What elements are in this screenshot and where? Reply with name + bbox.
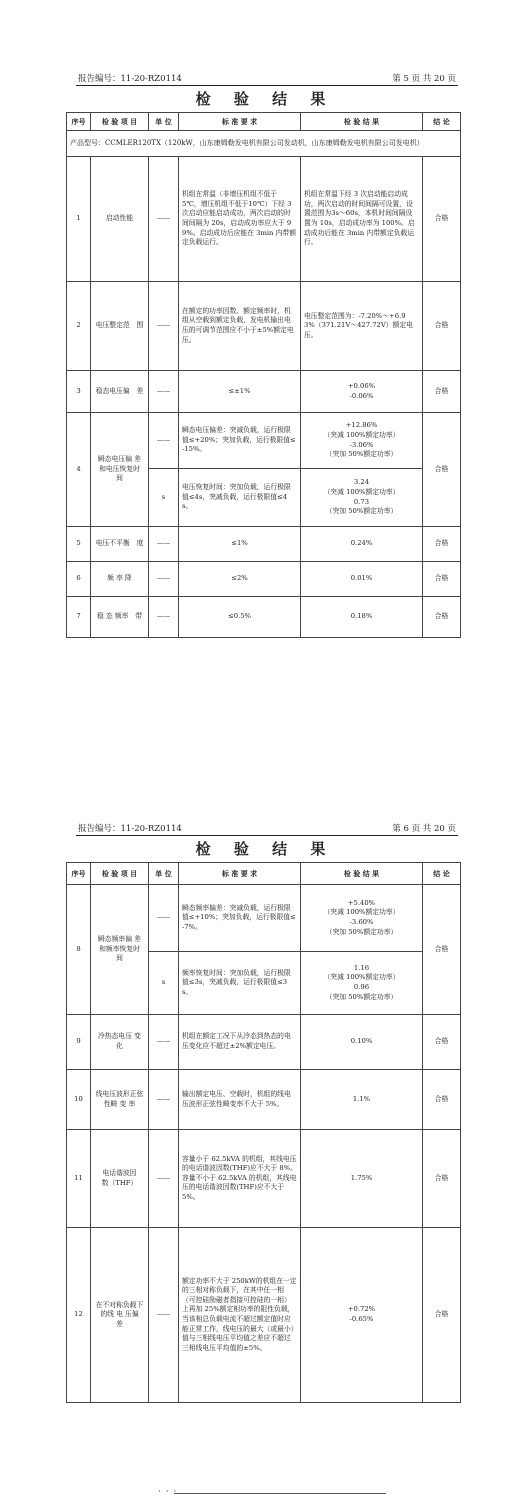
header-std: 标 准 要 求 [179, 113, 301, 131]
row-conclusion: 合格 [423, 413, 461, 527]
row-standard: 机组在常温（非增压机组不低于 5℃，增压机组不低于10℃）下经 3 次启动应能启动成功，两次启动的时间间隔为 20s，启动成功率应大于 99%。启动成功后应能在 3min 内带额定负载运行。 [179, 157, 301, 282]
row-standard: 容量小于 62.5kVA 的机组，其线电压的电话谐波因数(THF)应不大于 8%。 容量不小于 62.5kVA 的机组，其线电压的电话谐波因数(THF)应不大于 5%。 [179, 1130, 301, 1228]
row-standard: 瞬态频率偏差：突减负载，运行极限值≤+10%；突加负载，运行极限值≤-7%。 [179, 885, 301, 952]
row-no: 5 [67, 527, 91, 562]
row-unit: —— [149, 1228, 179, 1403]
row-unit: —— [149, 562, 179, 597]
row-unit: —— [149, 371, 179, 413]
row-conclusion: 合格 [423, 527, 461, 562]
page-number: 第 6 页 共 20 页 [392, 824, 456, 834]
table-row [67, 157, 461, 282]
row-no: 3 [67, 371, 91, 413]
row-result: 1.1% [301, 1070, 423, 1130]
product-model: 产品型号：CCMLER120TX（120kW，山东康姆勒发电机有限公司发动机，山东康姆勒发电机有限公司发电机） [67, 131, 461, 157]
row-unit: —— [149, 597, 179, 638]
row-result: +12.86% （突减 100%额定功率） -3.06% （突加 50%额定功率） [301, 413, 423, 469]
product-row [67, 131, 461, 157]
row-result: 0.18% [301, 597, 423, 638]
table-row [67, 282, 461, 371]
results-table [66, 862, 461, 1403]
row-no: 12 [67, 1228, 91, 1403]
row-conclusion: 合格 [423, 562, 461, 597]
footer-dots: · · · [158, 1487, 178, 1497]
row-no: 6 [67, 562, 91, 597]
row-no: 8 [67, 885, 91, 1015]
table-row [67, 1015, 461, 1070]
row-conclusion: 合格 [423, 157, 461, 282]
page-number: 第 5 页 共 20 页 [392, 74, 456, 84]
header-unit: 单 位 [149, 863, 179, 885]
header-item: 检 验 项 目 [91, 863, 149, 885]
row-standard: ≤0.5% [179, 597, 301, 638]
row-result: 0.10% [301, 1015, 423, 1070]
row-result: +0.72% -0.65% [301, 1228, 423, 1403]
row-no: 7 [67, 597, 91, 638]
row-no: 11 [67, 1130, 91, 1228]
row-item: 电压不平衡 度 [91, 527, 149, 562]
row-unit: —— [149, 1015, 179, 1070]
row-item: 线电压波形正弦性畸 变 率 [91, 1070, 149, 1130]
header-unit: 单 位 [149, 113, 179, 131]
row-unit: s [149, 952, 179, 1015]
header-conclusion: 结 论 [423, 113, 461, 131]
row-unit: —— [149, 157, 179, 282]
row-standard: 频率恢复时间：突加负载，运行极限值≤3s，突减负载，运行极限值≤3s。 [179, 952, 301, 1015]
row-item: 瞬态频率偏 差 和频率恢复时 间 [91, 885, 149, 1015]
row-unit: —— [149, 1070, 179, 1130]
row-standard: ≤±1% [179, 371, 301, 413]
row-item: 瞬态电压偏 差 和电压恢复时 间 [91, 413, 149, 527]
table-row [67, 1228, 461, 1403]
results-table [66, 112, 461, 638]
row-conclusion: 合格 [423, 1070, 461, 1130]
table-row [67, 1070, 461, 1130]
row-standard: 在额定的功率因数、额定频率时，机组从空载到额定负载，发电机输出电压的可调节范围应不小于±5%额定电压。 [179, 282, 301, 371]
page-title: 检 验 结 果 [195, 840, 335, 858]
row-no: 2 [67, 282, 91, 371]
row-item: 频 率 降 [91, 562, 149, 597]
row-item: 稳 态 频率 带 [91, 597, 149, 638]
row-conclusion: 合格 [423, 1015, 461, 1070]
table-row [67, 413, 461, 469]
table-header-row [67, 113, 461, 131]
table-row [67, 562, 461, 597]
row-result: 1.75% [301, 1130, 423, 1228]
report-number: 报告编号：11-20-RZ0114 [78, 74, 182, 84]
row-standard: 瞬态电压偏差：突减负载，运行极限值≤+20%；突加负载，运行极限值≤-15%。 [179, 413, 301, 469]
row-no: 10 [67, 1070, 91, 1130]
table-row [67, 527, 461, 562]
row-unit: —— [149, 413, 179, 469]
header-conclusion: 结 论 [423, 863, 461, 885]
row-standard: 机组在额定工况下从冷态到热态的电压变化应不超过±2%额定电压。 [179, 1015, 301, 1070]
footer-rule [174, 1493, 386, 1494]
table-row [67, 885, 461, 952]
header-std: 标 准 要 求 [179, 863, 301, 885]
row-item: 电压整定范 围 [91, 282, 149, 371]
row-item: 在不对称负载下的线 电 压偏 差 [91, 1228, 149, 1403]
row-result: 1.16 （突减 100%额定功率） 0.96 （突加 50%额定功率） [301, 952, 423, 1015]
row-no: 9 [67, 1015, 91, 1070]
row-result: 机组在常温下经 3 次启动能启动成功，两次启动的时间间隔可设置，设置范围为3s～60s，本机时间间隔设置为 10s，启动成功率为 100%。启动成功后能在 3min 内带额定负载运行。 [301, 157, 423, 282]
header-no: 序号 [67, 113, 91, 131]
row-item: 电话谐波因 数（THF） [91, 1130, 149, 1228]
row-result: 3.24 （突减 100%额定功率） 0.73 （突加 50%额定功率） [301, 469, 423, 527]
header-result: 检 验 结 果 [301, 863, 423, 885]
table-row [67, 371, 461, 413]
header-rule [76, 85, 458, 86]
row-conclusion: 合格 [423, 885, 461, 1015]
row-item: 稳态电压偏 差 [91, 371, 149, 413]
row-conclusion: 合格 [423, 1130, 461, 1228]
row-item: 冷热态电压 变 化 [91, 1015, 149, 1070]
table-header-row [67, 863, 461, 885]
header-result: 检 验 结 果 [301, 113, 423, 131]
row-conclusion: 合格 [423, 1228, 461, 1403]
row-result: 0.24% [301, 527, 423, 562]
row-standard: ≤1% [179, 527, 301, 562]
row-conclusion: 合格 [423, 282, 461, 371]
row-conclusion: 合格 [423, 597, 461, 638]
row-unit: —— [149, 885, 179, 952]
row-item: 启动性能 [91, 157, 149, 282]
row-result: 0.01% [301, 562, 423, 597]
row-unit: —— [149, 282, 179, 371]
row-result: 电压整定范围为：-7.20%～+6.93%（371.21V～427.72V）额定电压。 [301, 282, 423, 371]
row-no: 4 [67, 413, 91, 527]
row-no: 1 [67, 157, 91, 282]
header-no: 序号 [67, 863, 91, 885]
header-item: 检 验 项 目 [91, 113, 149, 131]
row-conclusion: 合格 [423, 371, 461, 413]
row-unit: —— [149, 527, 179, 562]
row-standard: ≤2% [179, 562, 301, 597]
row-standard: 输出额定电压、空载时，机组的线电压波形正弦性畸变率不大于 5%。 [179, 1070, 301, 1130]
row-result: +5.40% （突减 100%额定功率） -3.60% （突加 50%额定功率） [301, 885, 423, 952]
header-rule [76, 835, 458, 836]
table-row [67, 1130, 461, 1228]
row-standard: 电压恢复时间：突加负载，运行极限值≤4s，突减负载，运行极限值≤4s。 [179, 469, 301, 527]
row-unit: s [149, 469, 179, 527]
row-standard: 额定功率不大于 250kW的机组在一定的三相对称负载下，在其中任一相（可控硅励磁者指接可控硅的一相）上再加 25%额定相功率的阻性负载，当该相总负载电流不超过额定值时应能正常工作，线电压的最大（或最小）值与三相线电压平均值之差应不超过三相线电压平均值的±5%。 [179, 1228, 301, 1403]
report-number: 报告编号：11-20-RZ0114 [78, 824, 182, 834]
row-unit: —— [149, 1130, 179, 1228]
table-row [67, 597, 461, 638]
page-title: 检 验 结 果 [195, 90, 335, 108]
row-result: +0.06% -0.06% [301, 371, 423, 413]
